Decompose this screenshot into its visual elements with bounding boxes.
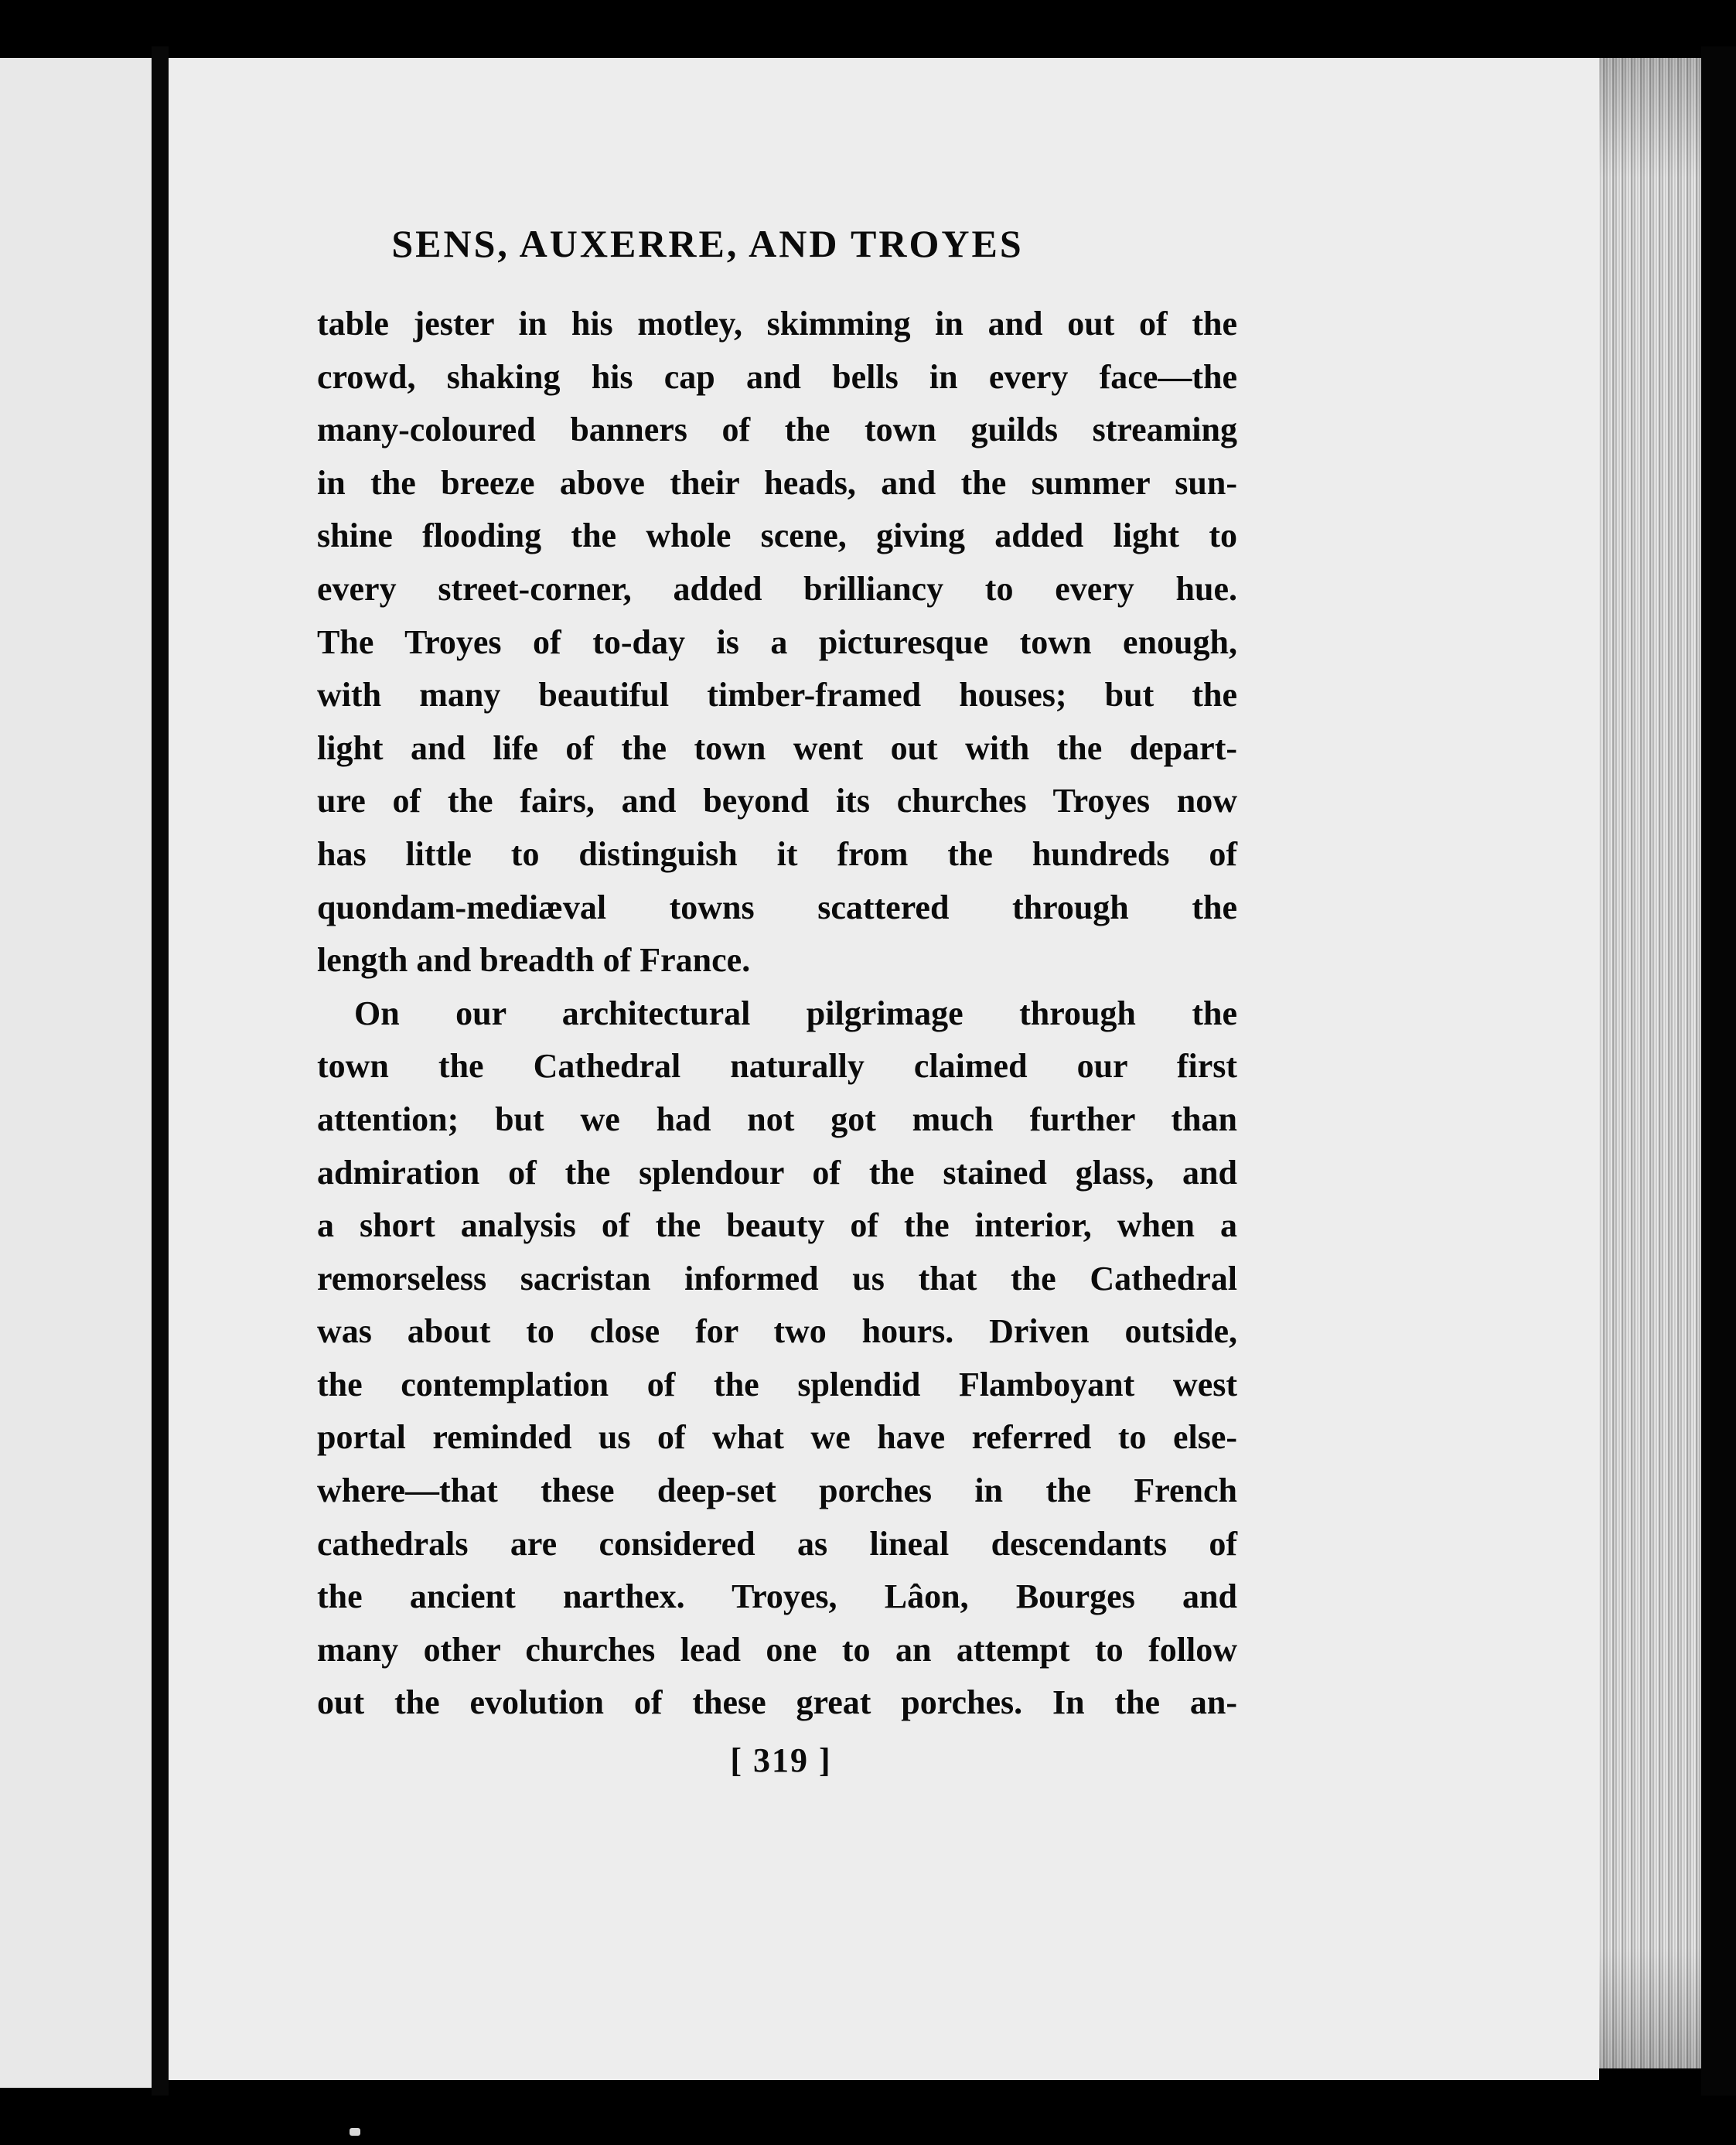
text-line: cathedrals are considered as lineal descendants of: [317, 1524, 1237, 1563]
text-line: portal reminded us of what we have referred to else-: [317, 1418, 1237, 1457]
text-line: attention; but we had not got much further than: [317, 1100, 1237, 1138]
page-edges: [1599, 58, 1701, 2068]
text-line: ure of the fairs, and beyond its churches Troyes now: [317, 782, 1237, 820]
text-line: the ancient narthex. Troyes, Lâon, Bourges and: [317, 1577, 1237, 1616]
facing-page-edge: [0, 58, 152, 2088]
scan-artifact: [350, 2128, 360, 2136]
body-text: [317, 298, 1237, 1730]
text-line: many other churches lead one to an attempt to follow: [317, 1630, 1237, 1669]
text-line: has little to distinguish it from the hundreds of: [317, 834, 1237, 873]
text-line: out the evolution of these great porches. In the an-: [317, 1683, 1237, 1722]
text-line: admiration of the splendour of the stained glass, and: [317, 1153, 1237, 1192]
text-line: The Troyes of to-day is a picturesque town enough,: [317, 622, 1237, 661]
text-line: with many beautiful timber-framed houses; but the: [317, 676, 1237, 714]
scan-border: [1701, 46, 1736, 2096]
text-line: town the Cathedral naturally claimed our first: [317, 1047, 1237, 1086]
text-line: where—that these deep-set porches in the French: [317, 1471, 1237, 1510]
text-line: quondam-mediæval towns scattered through the: [317, 888, 1237, 926]
text-line: shine flooding the whole scene, giving added light to: [317, 517, 1237, 555]
text-line: On our architectural pilgrimage through the: [354, 994, 1237, 1032]
text-line: the contemplation of the splendid Flamboyant west: [317, 1365, 1237, 1403]
text-line: table jester in his motley, skimming in and out of the: [317, 305, 1237, 343]
text-line: light and life of the town went out with the depart-: [317, 728, 1237, 767]
text-line: many-coloured banners of the town guilds streaming: [317, 411, 1237, 449]
text-line: a short analysis of the beauty of the interior, when a: [317, 1206, 1237, 1245]
text-line: remorseless sacristan informed us that the Cathedral: [317, 1259, 1237, 1298]
text-line: was about to close for two hours. Driven outside,: [317, 1312, 1237, 1351]
text-line: length and breadth of France.: [317, 941, 751, 980]
text-line: every street-corner, added brilliancy to every hue.: [317, 569, 1237, 608]
running-head: SENS, AUXERRE, AND TROYES: [391, 222, 1024, 265]
page-number: [ 319 ]: [730, 1741, 832, 1779]
text-line: crowd, shaking his cap and bells in every face—the: [317, 357, 1237, 396]
binding-gutter: [152, 46, 169, 2096]
text-line: in the breeze above their heads, and the summer sun-: [317, 463, 1237, 502]
